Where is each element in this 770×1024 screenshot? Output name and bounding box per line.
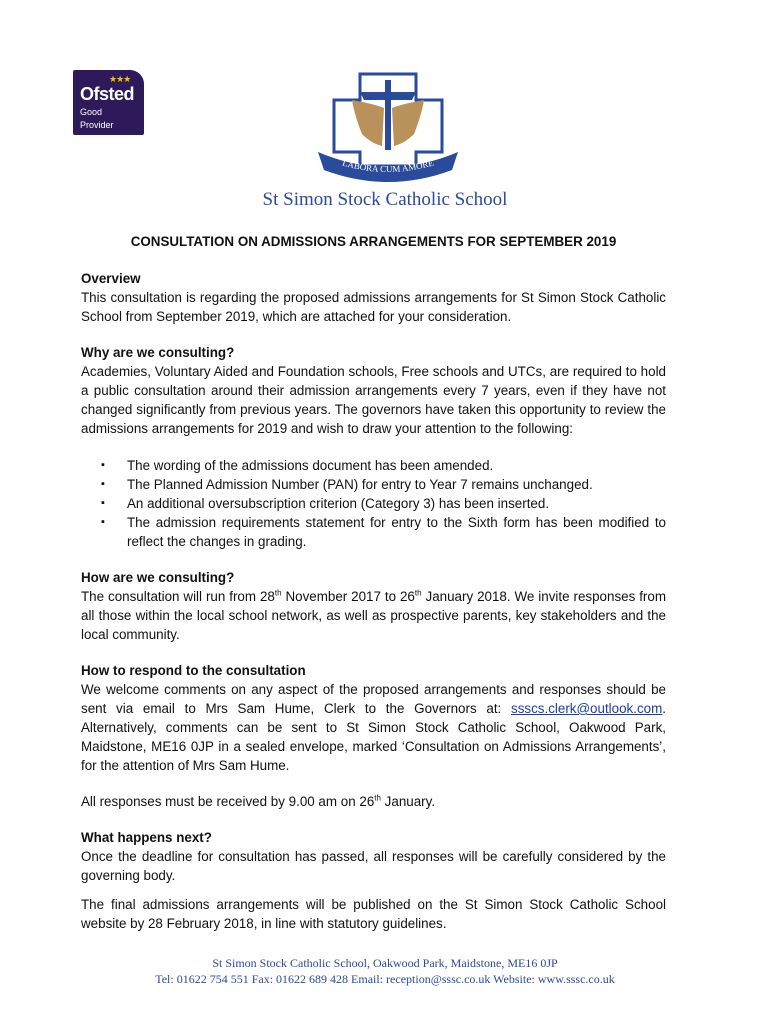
how-heading: How are we consulting? [81, 570, 235, 585]
clerk-email-link[interactable]: ssscs.clerk@outlook.com [511, 701, 663, 716]
deadline-text: All responses must be received by 9.00 am on 26th January. [81, 793, 436, 809]
footer [0, 955, 770, 987]
next-text: Once the deadline for consultation has passed, all responses will be carefully considered by the governing body. [81, 849, 666, 883]
changes-list [81, 456, 666, 551]
respond-section [81, 661, 666, 775]
list-item: ▪ The Planned Admission Number (PAN) for entry to Year 7 remains unchanged. [81, 475, 666, 494]
ofsted-grade-2: Provider [80, 120, 114, 130]
stars-icon: ★★★ [109, 74, 131, 84]
list-item: ▪ The admission requirements statement for entry to the Sixth form has been modified to reflect the changes in grading. [81, 513, 666, 551]
list-item: ▪ An additional oversubscription criterion (Category 3) has been inserted. [81, 494, 666, 513]
next-text-2: The final admissions arrangements will be published on the St Simon Stock Catholic School website by 28 February 2018, in line with statutory guidelines. [81, 897, 666, 931]
why-text: Academies, Voluntary Aided and Foundation schools, Free schools and UTCs, are required to hold a public consultation around their admission arrangements every 7 years, even if they have not changed significantly from previous years. The governors have taken this opportunity to review the admissions arrangements for 2019 and wish to draw your attention to the following: [81, 364, 666, 436]
ofsted-grade-1: Good [80, 107, 103, 117]
why-heading: Why are we consulting? [81, 345, 235, 360]
document-title: CONSULTATION ON ADMISSIONS ARRANGEMENTS FOR SEPTEMBER 2019 [130, 234, 617, 249]
footer-address: St Simon Stock Catholic School, Oakwood Park, Maidstone, ME16 0JP [212, 956, 558, 970]
deadline-section [81, 792, 666, 811]
ofsted-badge [73, 70, 144, 135]
how-section [81, 568, 666, 644]
list-item: ▪ The wording of the admissions document has been amended. [81, 456, 666, 475]
ofsted-brand: Ofsted [80, 84, 135, 104]
school-name: St Simon Stock Catholic School [262, 189, 508, 210]
overview-heading: Overview [81, 271, 141, 286]
overview-text: This consultation is regarding the proposed admissions arrangements for St Simon Stock Catholic School from September 2019, which are attached for your consideration. [81, 290, 666, 324]
respond-heading: How to respond to the consultation [81, 663, 306, 678]
school-crest-logo [312, 70, 464, 188]
footer-contact: Tel: 01622 754 551 Fax: 01622 689 428 Email: reception@sssc.co.uk Website: www.sssc.co.uk [155, 972, 615, 986]
why-section [81, 343, 666, 551]
crest-motto: LABORA CUM AMORE [341, 157, 435, 175]
overview-section [81, 269, 666, 326]
respond-text: We welcome comments on any aspect of the proposed arrangements and responses should be sent via email to Mrs Sam Hume, Clerk to the Governors at: ssscs.clerk@outlook.com. Alternatively, comments can be sent to St Simon Stock Catholic School, Oakwood Park, Maidstone, ME16 0JP in a sealed envelope, marked ‘Consultation on Admissions Arrangements’, for the attention of Mrs Sam Hume. [81, 682, 666, 773]
document-body [81, 232, 666, 933]
next-heading: What happens next? [81, 830, 212, 845]
how-text: The consultation will run from 28th November 2017 to 26th January 2018. We invite responses from all those within the local school network, as well as prospective parents, key stakeholders and the local community. [81, 588, 666, 642]
next-section [81, 828, 666, 933]
